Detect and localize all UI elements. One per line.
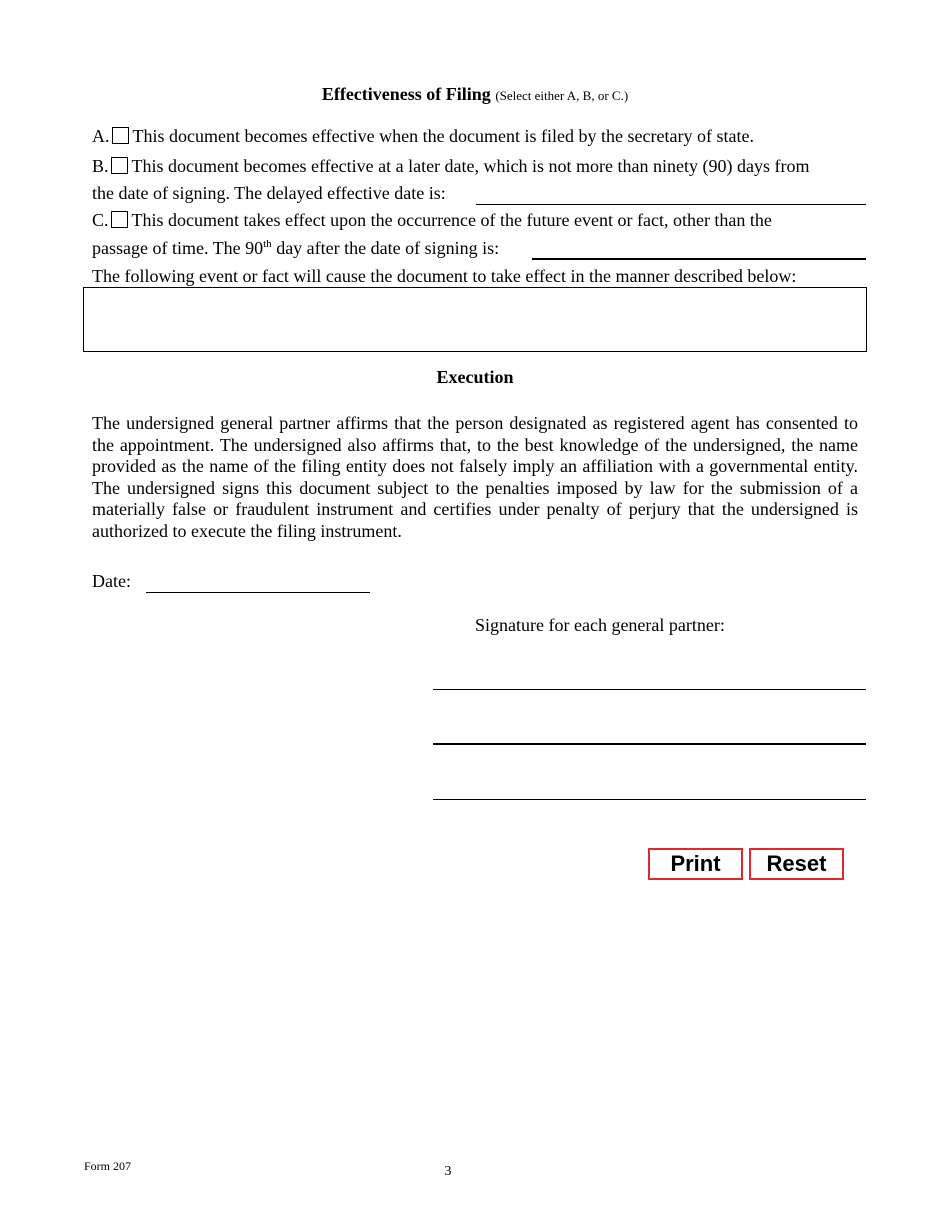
- option-c-checkbox[interactable]: [111, 211, 128, 228]
- reset-button[interactable]: Reset: [749, 848, 844, 880]
- option-b-row: [92, 156, 809, 177]
- execution-heading: Execution: [436, 367, 514, 387]
- delayed-effective-date-field[interactable]: [476, 183, 866, 203]
- effectiveness-note: (Select either A, B, or C.): [495, 88, 629, 103]
- option-a-text: This document becomes effective when the document is filed by the secretary of state.: [132, 126, 754, 146]
- option-a-row: [92, 126, 754, 147]
- option-a-checkbox[interactable]: [112, 127, 129, 144]
- effectiveness-heading: [0, 84, 950, 105]
- delayed-effective-date-underline: [476, 204, 866, 205]
- execution-paragraph: The undersigned general partner affirms that the person designated as registered agent has consented to the appointment. The undersigned also affirms that, to the best knowledge of the undersigned, the name provided as the name of the filing entity does not falsely imply an affiliation with a governmental entity. The undersigned signs this document subject to the penalties imposed by law for the submission of a materially false or fraudulent instrument and certifies under penalty of perjury that the undersigned is authorized to execute the filing instrument.: [92, 413, 858, 541]
- date-label: Date:: [92, 571, 131, 591]
- print-button[interactable]: Print: [648, 848, 743, 880]
- date-underline: [146, 592, 370, 593]
- form-number: Form 207: [84, 1159, 132, 1173]
- option-c-continuation: [92, 238, 499, 259]
- signature-label: Signature for each general partner:: [475, 615, 725, 635]
- option-c-text: This document takes effect upon the occurrence of the future event or fact, other than the: [131, 210, 772, 230]
- ninetieth-day-date-field[interactable]: [532, 238, 866, 258]
- option-c-continuation-post: day after the date of signing is:: [271, 238, 500, 258]
- effectiveness-title: Effectiveness of Filing: [321, 84, 491, 104]
- option-b-continuation: the date of signing. The delayed effective date is:: [92, 183, 446, 203]
- option-b-checkbox[interactable]: [111, 157, 128, 174]
- page-number: 3: [444, 1164, 452, 1179]
- option-c-row: [92, 210, 772, 231]
- event-description-textbox[interactable]: [83, 287, 867, 352]
- signature-line-2[interactable]: [433, 743, 866, 745]
- option-c-letter: C.: [92, 210, 109, 230]
- option-a-letter: A.: [92, 126, 110, 146]
- option-c-continuation-pre: passage of time. The 90: [92, 238, 264, 258]
- event-label: The following event or fact will cause the document to take effect in the manner described below:: [92, 266, 797, 286]
- signature-line-1[interactable]: [433, 689, 866, 690]
- option-b-text: This document becomes effective at a later date, which is not more than ninety (90) days from: [131, 156, 810, 176]
- ninetieth-day-date-underline: [532, 258, 866, 260]
- date-field[interactable]: [146, 572, 370, 592]
- option-b-letter: B.: [92, 156, 109, 176]
- option-c-continuation-sup: th: [263, 238, 272, 250]
- signature-line-3[interactable]: [433, 799, 866, 800]
